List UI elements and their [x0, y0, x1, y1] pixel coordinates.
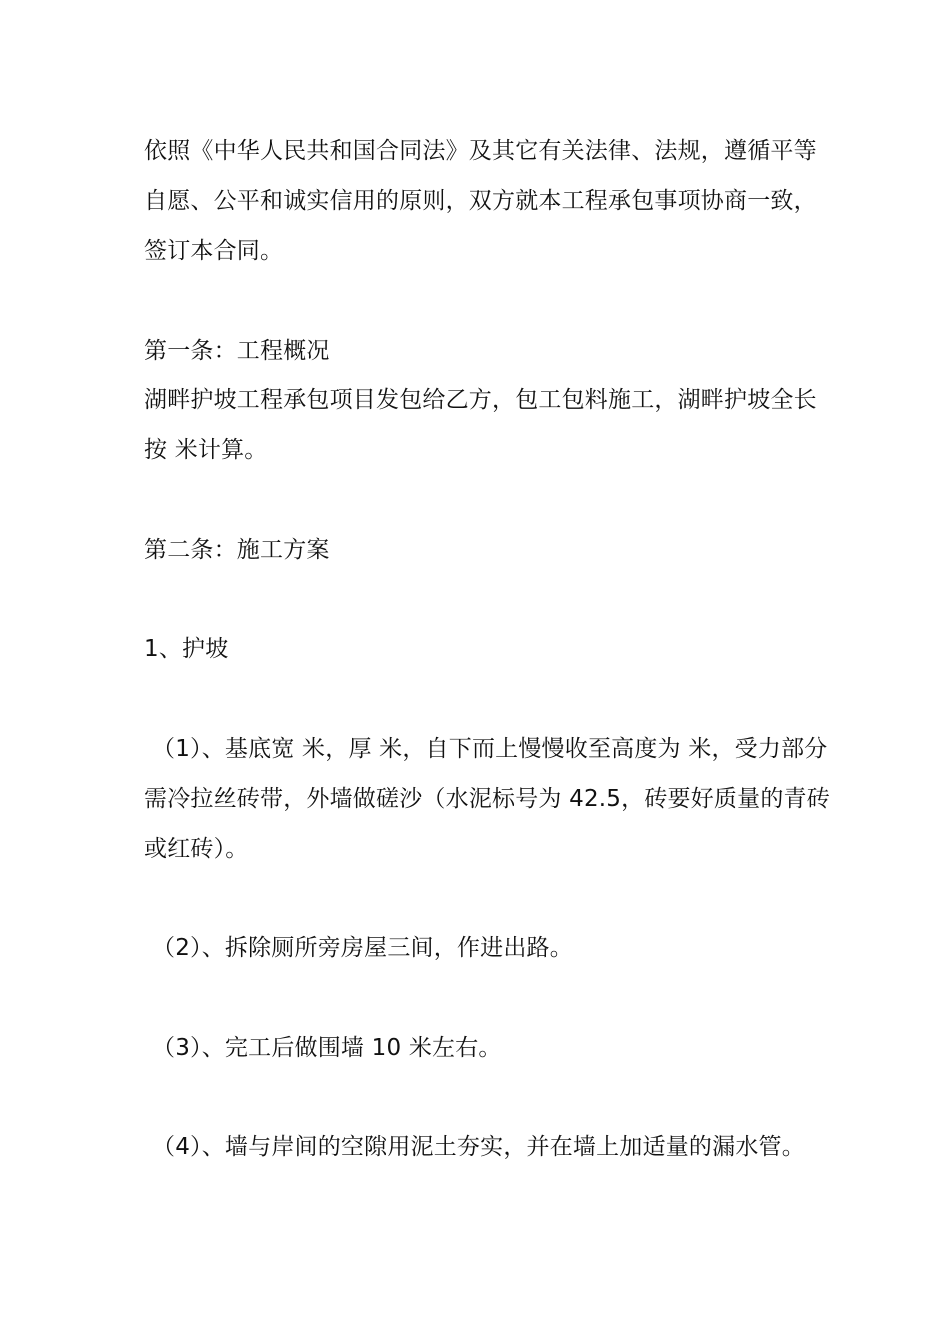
item-1-line-2: 需冷拉丝砖带，外墙做磋沙（水泥标号为 42.5，砖要好质量的青砖	[144, 786, 830, 812]
article-1-line-2: 按 米计算。	[144, 437, 268, 463]
item-1-line-1: （1）、基底宽 米，厚 米，自下而上慢慢收至高度为 米，受力部分	[152, 736, 828, 762]
intro-line-3: 签订本合同。	[144, 238, 284, 264]
article-1-line-1: 湖畔护坡工程承包项目发包给乙方，包工包料施工，湖畔护坡全长	[144, 387, 817, 413]
intro-line-2: 自愿、公平和诚实信用的原则，双方就本工程承包事项协商一致，	[144, 188, 817, 214]
intro-line-1: 依照《中华人民共和国合同法》及其它有关法律、法规，遵循平等	[144, 138, 817, 164]
article-2-heading: 第二条：施工方案	[144, 537, 330, 563]
item-2: （2）、拆除厕所旁房屋三间，作进出路。	[152, 935, 573, 961]
item-3: （3）、完工后做围墙 10 米左右。	[152, 1035, 502, 1061]
item-4: （4）、墙与岸间的空隙用泥土夯实，并在墙上加适量的漏水管。	[152, 1134, 805, 1160]
item-1-line-3: 或红砖）。	[144, 836, 249, 862]
article-1-heading: 第一条：工程概况	[144, 338, 330, 364]
section-1-heading: 1、护坡	[144, 636, 229, 662]
